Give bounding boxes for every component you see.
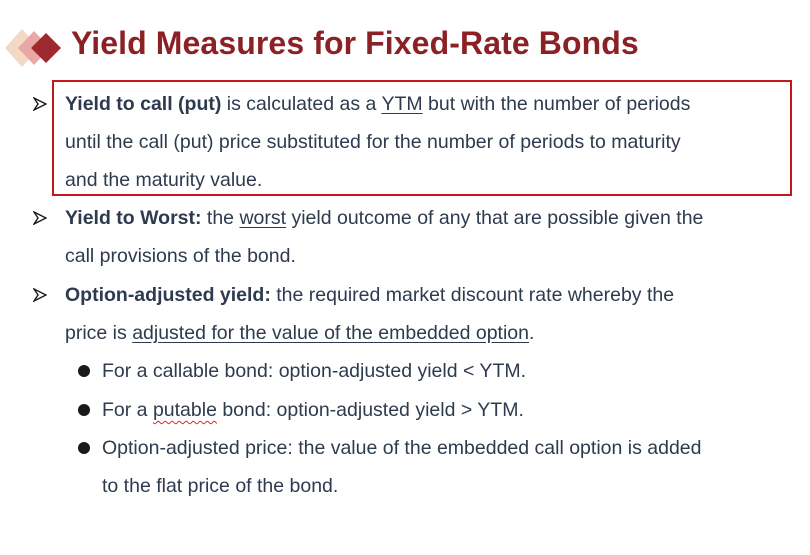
text-span: the [201,207,240,229]
bullet-text [65,199,785,275]
link-ytm: YTM [381,93,423,115]
text-line: until the call (put) price substituted for the number of periods to maturity [65,131,681,153]
page-title: Yield Measures for Fixed-Rate Bonds [71,25,639,61]
arrow-bullet-icon [33,211,47,225]
text-line: and the maturity value. [65,169,263,191]
text-span: yield outcome of any that are possible given the [286,207,704,229]
sub-bullet-text [102,429,792,505]
dot-bullet-icon [78,442,90,454]
text-line: Option-adjusted price: the value of the embedded call option is added [102,437,702,459]
text-span: but with the number of periods [422,93,691,115]
sub-bullet-text [102,352,792,390]
underlined-worst: worst [239,207,287,229]
dot-bullet-icon [78,404,90,416]
text-line: call provisions of the bond. [65,245,296,267]
text-span: the required market discount rate whereby the [270,284,675,306]
underlined-phrase: adjusted for the value of the embedded option [132,322,529,344]
text-span: price is [65,322,133,344]
term: Yield to call (put) [65,93,222,115]
term: Option-adjusted yield: [65,284,271,306]
text-span: For a [102,399,153,421]
text-span: . [528,322,535,344]
text-line: For a callable bond: option-adjusted yield < YTM. [102,360,527,382]
sub-bullet-text [102,391,792,429]
text-span: is calculated as a [221,93,382,115]
bullet-text [65,85,785,199]
dot-bullet-icon [78,365,90,377]
spellcheck-word: putable [152,399,217,421]
text-span: bond: option-adjusted yield > YTM. [216,399,524,421]
bullet-text [65,276,785,352]
arrow-bullet-icon [33,288,47,302]
term: Yield to Worst: [65,207,202,229]
arrow-bullet-icon [33,97,47,111]
text-line: to the flat price of the bond. [102,475,339,497]
diamonds-logo [4,26,66,72]
